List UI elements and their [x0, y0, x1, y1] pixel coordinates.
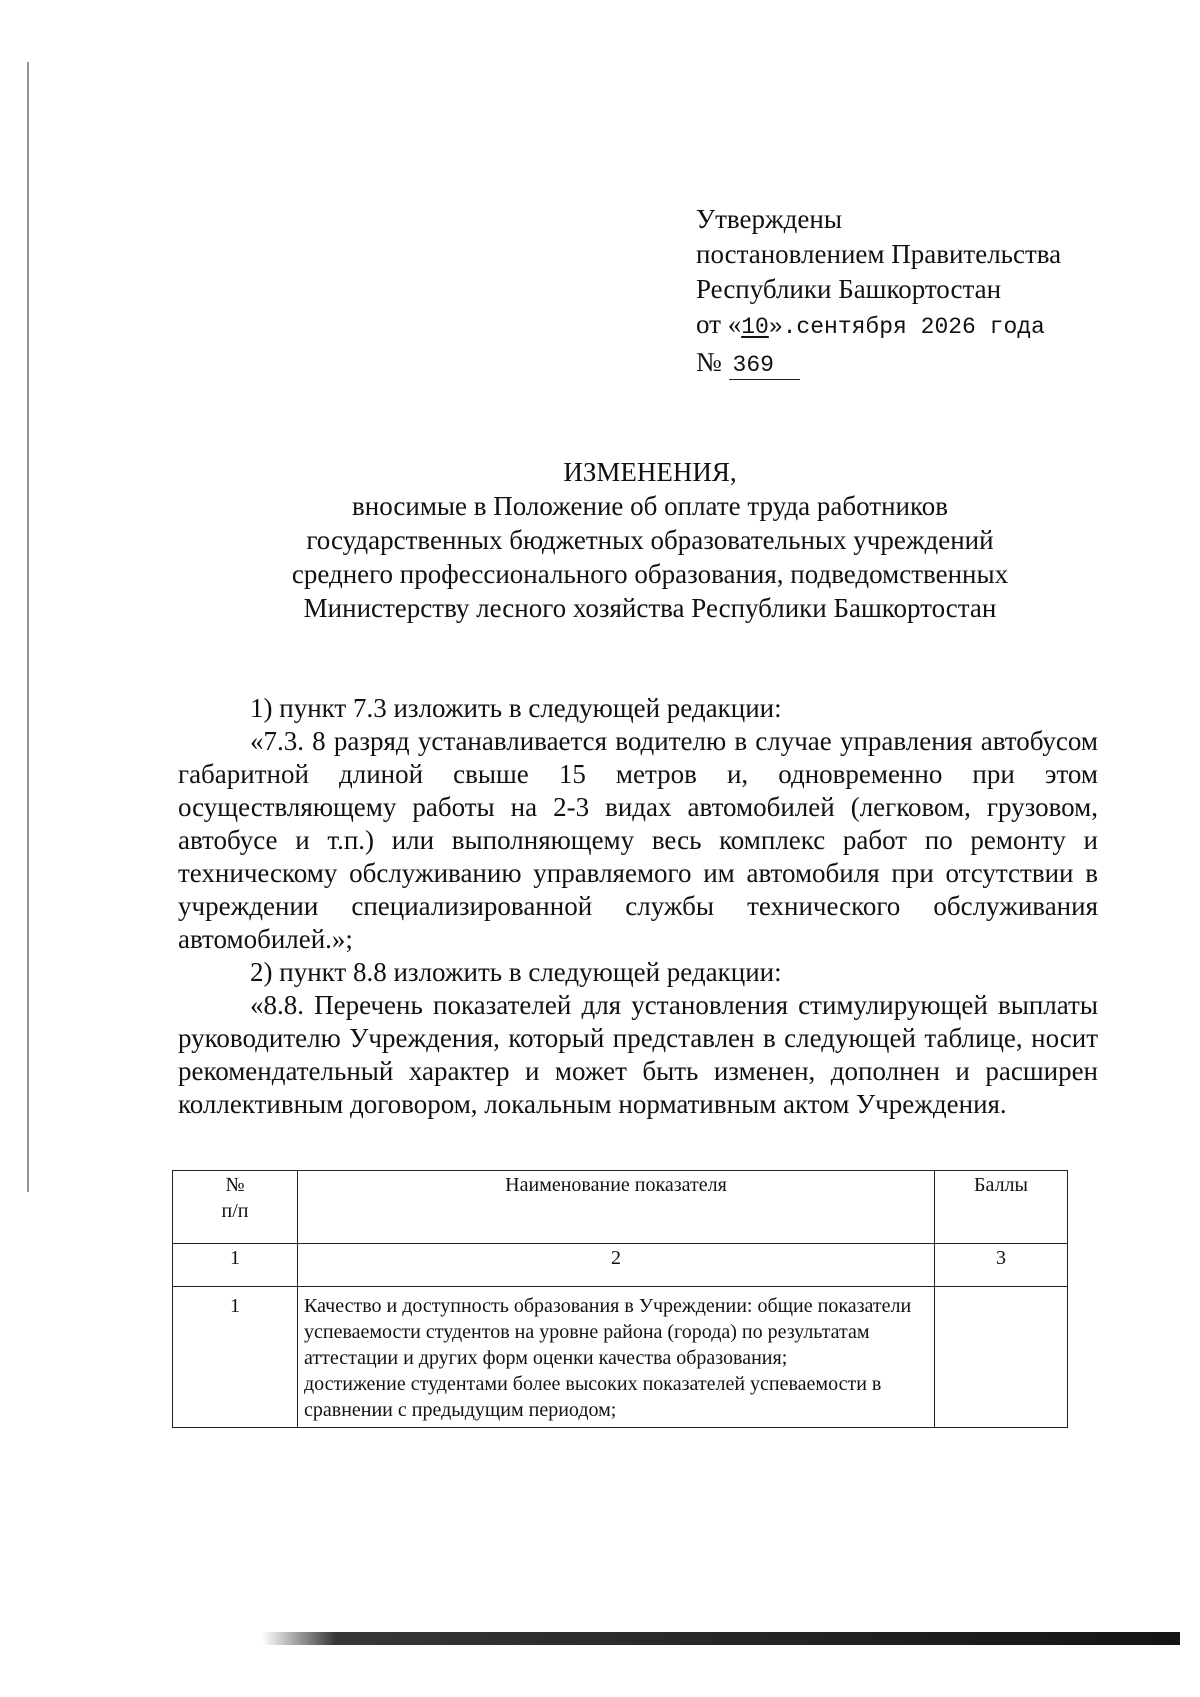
title-line-3: среднего профессионального образования, подведомственных [291, 559, 1009, 589]
indicators-table [172, 1170, 1068, 1428]
title-line-2: государственных бюджетных образовательных учреждений [306, 525, 994, 555]
item-2-intro: 2) пункт 8.8 изложить в следующей редакции: [250, 957, 782, 987]
approval-date-prefix: от « [696, 309, 742, 339]
index-cell-2: 2 [298, 1244, 935, 1287]
header-name: Наименование показателя [298, 1171, 935, 1244]
title-line-1: вносимые в Положение об оплате труда работников [352, 491, 948, 521]
scan-margin-line [27, 62, 29, 1192]
index-cell-1: 1 [173, 1244, 298, 1287]
approval-number-value: 369 [729, 351, 800, 380]
scan-bottom-bar [262, 1632, 1180, 1645]
approval-line-3: Республики Башкортостан [696, 274, 1002, 304]
approval-block [696, 202, 1136, 380]
item-2-text: «8.8. Перечень показателей для установления стимулирующей выплаты руководителю Учреждения, который представлен в следующей таблице, носит рекомендательный характер и может быть изменен, дополнен и расширен коллективным договором, локальным нормативным актом Учреждения. [178, 990, 1098, 1119]
approval-number-prefix: № [696, 347, 722, 377]
title-line-4: Министерству лесного хозяйства Республики Башкортостан [303, 593, 997, 623]
table-index-row [173, 1244, 1068, 1287]
approval-line-2: постановлением Правительства [696, 239, 1062, 269]
table-row [173, 1287, 1068, 1428]
approval-line-1: Утверждены [696, 204, 842, 234]
document-title [160, 455, 1140, 625]
header-num: № п/п [173, 1171, 298, 1244]
table-header-row [173, 1171, 1068, 1244]
row-name: Качество и доступность образования в Учреждении: общие показатели успеваемости студентов на уровне района (города) по результатам аттестации и других форм оценки качества образования; достижение студентами более высоких показателей успеваемости в сравнении с предыдущим периодом; [298, 1287, 935, 1428]
item-1-text: «7.3. 8 разряд устанавливается водителю в случае управления автобусом габаритной длиной свыше 15 метров и, одновременно при этом осуществляющему работы на 2-3 видах автомобилей (легковом, грузовом, автобусе и т.п.) или выполняющему весь комплекс работ по ремонту и техническому обслуживанию управляемого им автомобиля при отсутствии в учреждении специализированной службы технического обслуживания автомобилей.»; [178, 726, 1098, 954]
header-points: Баллы [935, 1171, 1068, 1244]
row-points [935, 1287, 1068, 1428]
title-heading: ИЗМЕНЕНИЯ, [563, 457, 737, 487]
approval-date [696, 307, 1136, 345]
row-num: 1 [173, 1287, 298, 1428]
item-1-intro: 1) пункт 7.3 изложить в следующей редакции: [250, 693, 782, 723]
document-body [178, 692, 1098, 1121]
approval-date-day: 10 [741, 314, 769, 340]
index-cell-3: 3 [935, 1244, 1068, 1287]
approval-number [696, 345, 1136, 380]
approval-date-rest: ».сентября 2026 года [768, 314, 1045, 340]
